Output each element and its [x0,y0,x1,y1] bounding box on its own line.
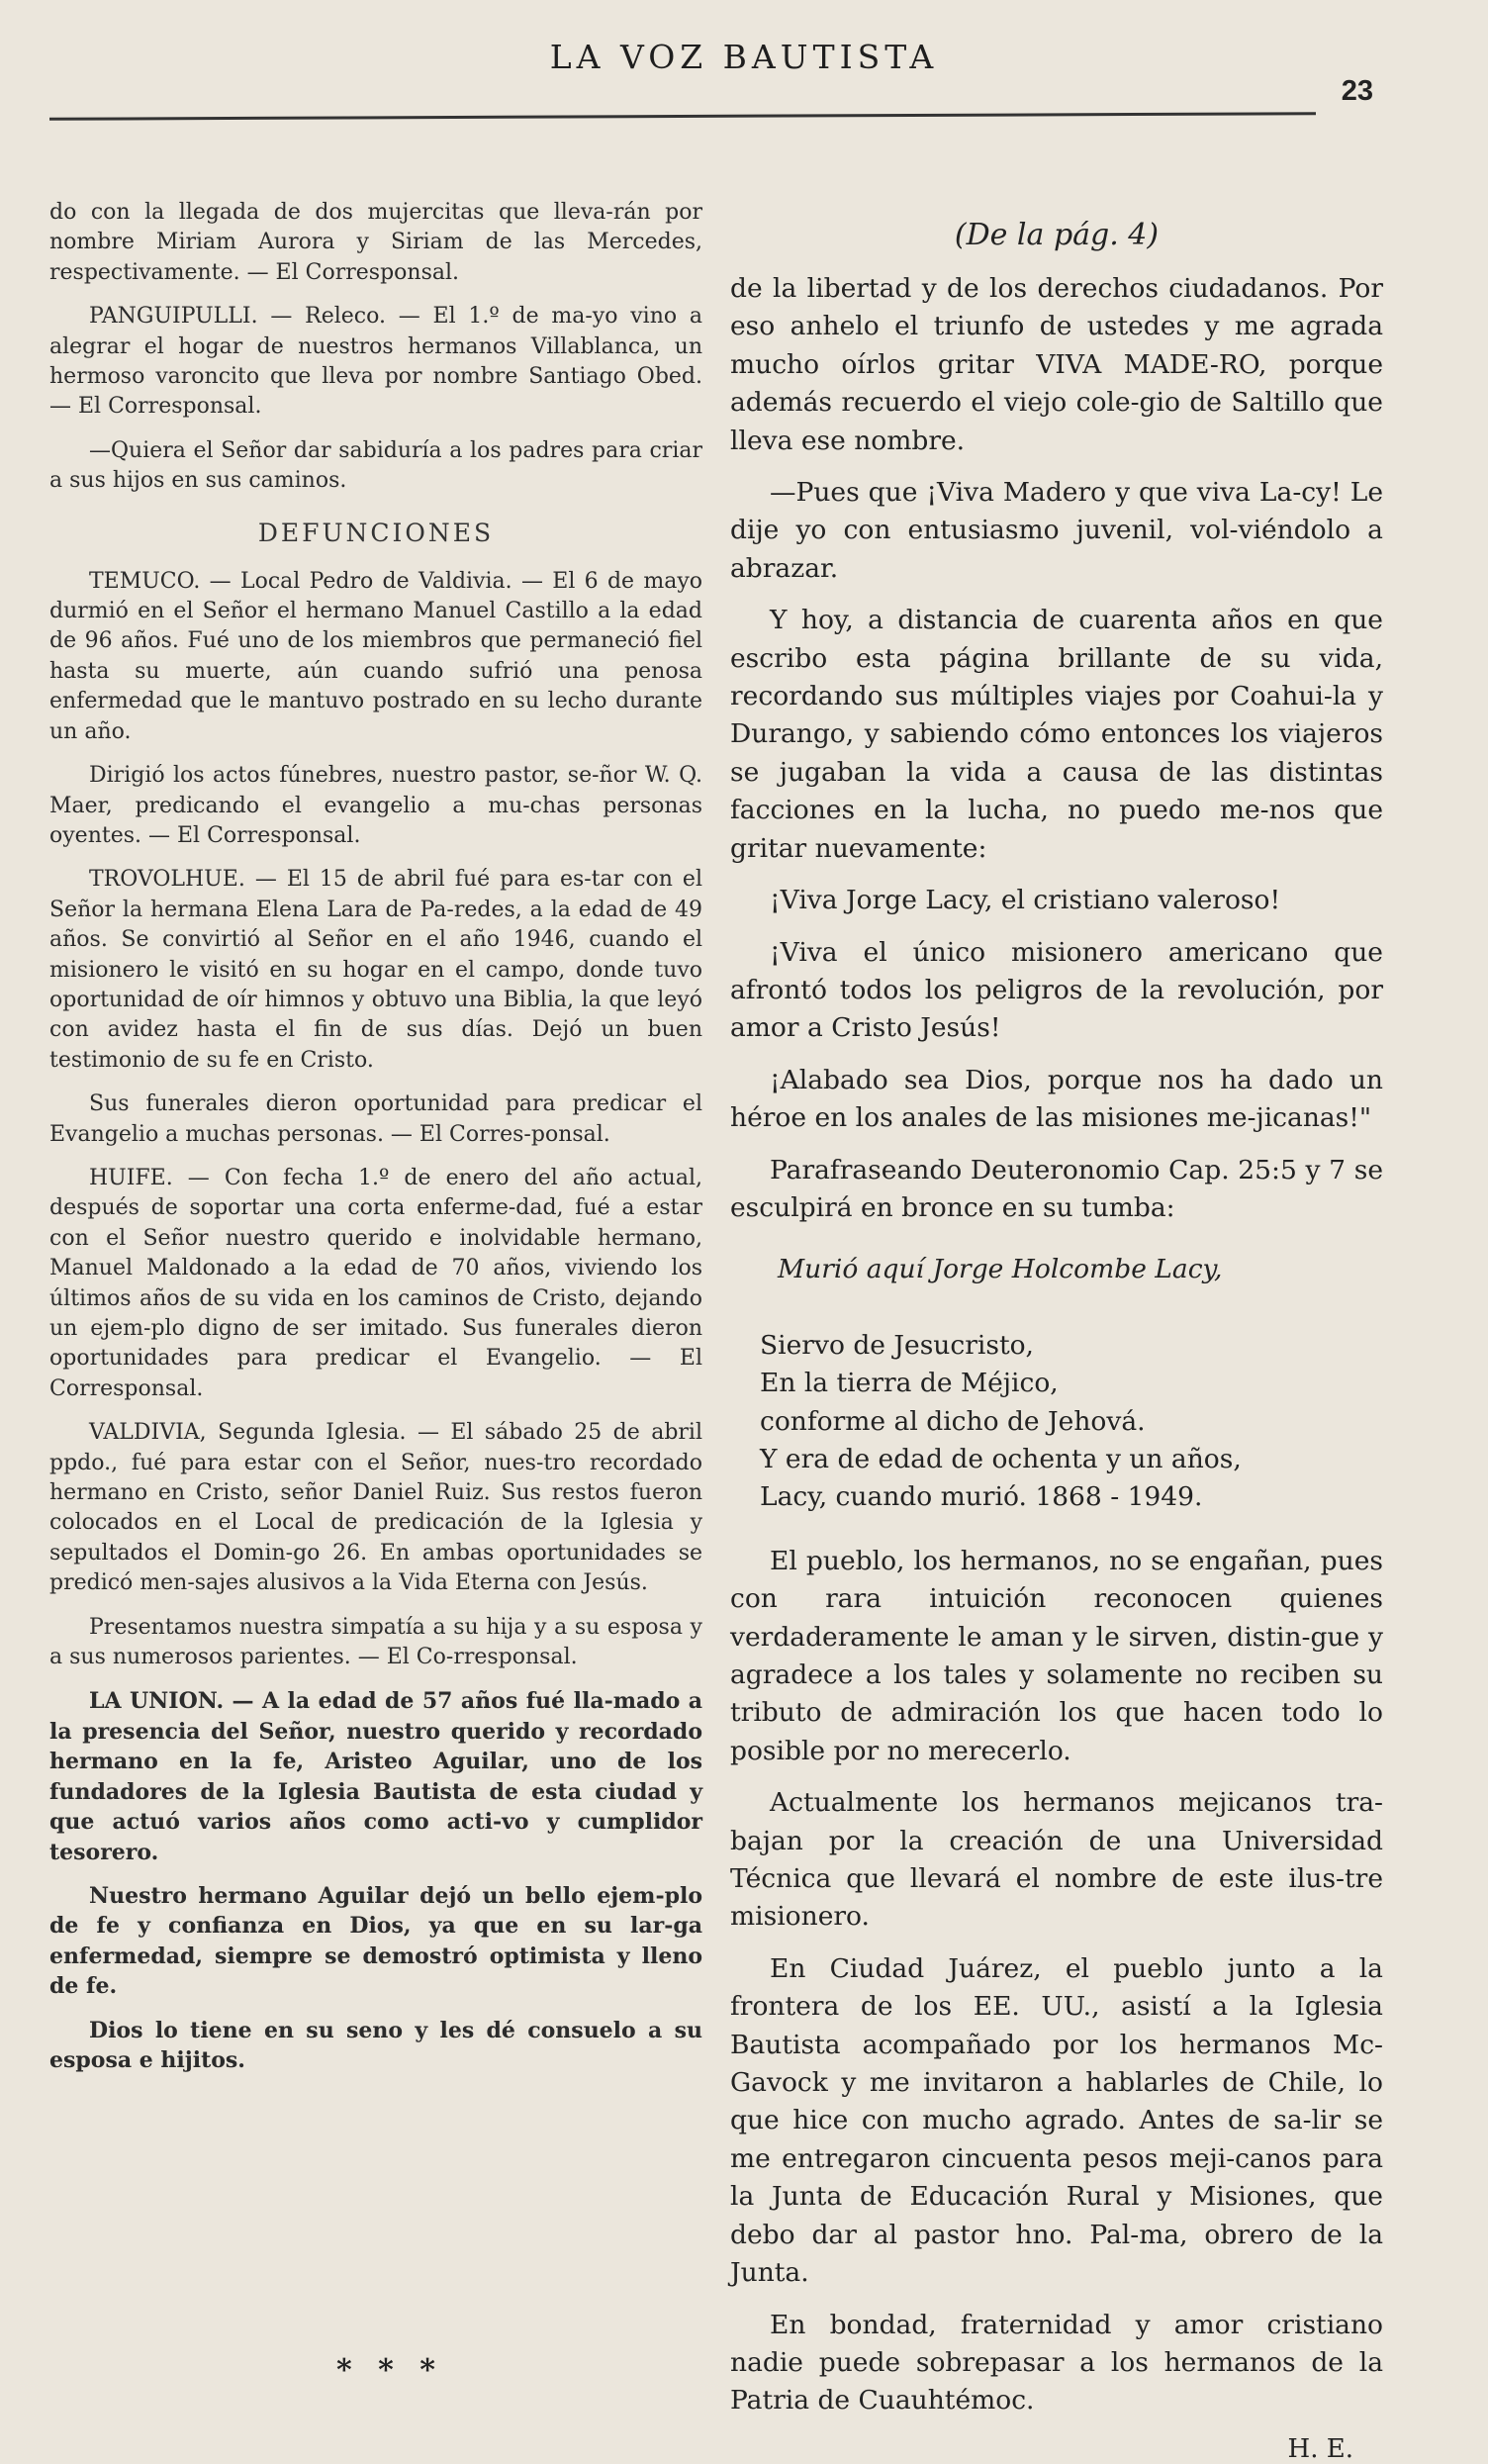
la-union-block [49,1686,702,2075]
panguipulli-notice: PANGUIPULLI. — Releco. — El 1.º de ma-yo vino a alegrar el hogar de nuestros hermanos Villablanca, un hermoso varoncito que lleva por nombre Santiago Obed. — El Corresponsal. [49,304,702,420]
temuco-notice: TEMUCO. — Local Pedro de Valdivia. — El 6 de mayo durmió en el Señor el hermano Manuel Castillo a la edad de 96 años. Fué uno de los miembros que permaneció fiel hasta su muerte, aún cuando sufrió una penosa enfermedad que le mantuvo postrado en su lecho durante un año. [49,568,702,744]
continued-from: (De la pág. 4) [954,218,1160,252]
article-paragraph-8: El pueblo, los hermanos, no se engañan, pues con rara intuición reconocen quienes verdaderamente le aman y le sirven, distin-gue y agradece a los tales y solamente no reciben su tributo de admiración los que hacen todo lo posible por no merecerlo. [730,1545,1383,1766]
right-column [730,198,1383,2464]
la-union-blessing: Dios lo tiene en su seno y les dé consuelo a su esposa e hijitos. [49,2017,702,2073]
valdivia-condolence: Presentamos nuestra simpatía a su hija y a su esposa y a sus numerosos parientes. — El Co-rresponsal. [49,1614,702,1670]
page-number: 23 [1341,75,1373,107]
article-paragraph-6: ¡Alabado sea Dios, porque nos ha dado un héroe en los anales de las misiones me-jicanas!" [730,1064,1383,1134]
article-paragraph-4: ¡Viva Jorge Lacy, el cristiano valeroso! [770,885,1281,916]
article-paragraph-9: Actualmente los hermanos mejicanos tra-bajan por la creación de una Universidad Técnica que llevará el nombre de este ilus-tre misionero. [730,1787,1383,1933]
epitaph-line: Siervo de Jesucristo, [760,1329,1034,1361]
article-paragraph-2: —Pues que ¡Viva Madero y que viva La-cy! Le dije yo con entusiasmo juvenil, vol-viéndolo a abrazar. [730,477,1383,584]
panguipulli-blessing: —Quiera el Señor dar sabiduría a los padres para criar a sus hijos en sus caminos. [49,437,702,494]
article-paragraph-3: Y hoy, a distancia de cuarenta años en que escribo esta página brillante de su vida, recordando sus múltiples viajes por Coahui-la y Durango, y sabiendo cómo entonces los viajeros se jugaban la vida a causa de las distintas facciones en la lucha, no puedo me-nos que gritar nuevamente: [730,605,1383,864]
page-header [0,38,1488,117]
article-paragraph-11: En bondad, fraternidad y amor cristiano nadie puede sobrepasar a los hermanos de la Patria de Cuauhtémoc. [730,2309,1383,2417]
header-rule [49,112,1316,121]
article-paragraph-1: de la libertad y de los derechos ciudadanos. Por eso anhelo el triunfo de ustedes y me agrada mucho oírlos gritar VIVA MADE-RO, porque además recuerdo el viejo cole-gio de Saltillo que lleva ese nombre. [730,273,1383,456]
epitaph-line: En la tierra de Méjico, [760,1368,1059,1399]
footer-ornament: * * * [336,2353,443,2388]
birth-notice: do con la llegada de dos mujercitas que lleva-rán por nombre Miriam Aurora y Siriam de las Mercedes, respectivamente. — El Corresponsal. [49,200,702,285]
epitaph-line: conforme al dicho de Jehová. [760,1405,1146,1437]
epitaph [730,1251,1383,1516]
article-paragraph-7: Parafraseando Deuteronomio Cap. 25:5 y 7 se esculpirá en bronce en su tumba: [730,1154,1383,1223]
la-union-faith: Nuestro hermano Aguilar dejó un bello ejem-plo de fe y confianza en Dios, ya que en su lar-ga enfermedad, siempre se demostró optimista y lleno de fe. [49,1882,702,2000]
trovolhue-notice: TROVOLHUE. — El 15 de abril fué para es-tar con el Señor la hermana Elena Lara de Pa-redes, a la edad de 49 años. Se convirtió al Señor en el año 1946, cuando el misionero le visitó en su hogar en el campo, donde tuvo oportunidad de oír himnos y obtuvo una Biblia, la que leyó con avidez hasta el fin de sus días. Dejó un buen testimonio de su fe en Cristo. [49,867,702,1073]
huife-notice: HUIFE. — Con fecha 1.º de enero del año actual, después de soportar una corta enferme-dad, fué a estar con el Señor nuestro querido e inolvidable hermano, Manuel Maldonado a la edad de 70 años, viviendo los últimos años de su vida en los caminos de Cristo, dejando un ejem-plo digno de ser imitado. Sus funerales dieron oportunidades para predicar el Evangelio. — El Corresponsal. [49,1165,702,1401]
epitaph-line: Y era de edad de ochenta y un años, [760,1443,1242,1474]
la-union-notice: LA UNION. — A la edad de 57 años fué lla-mado a la presencia del Señor, nuestro querido y recordado hermano en la fe, Aristeo Aguilar, uno de los fundadores de la Iglesia Bautista de esta ciudad y que actuó varios años como acti-vo y cumplidor tesorero. [49,1688,702,1865]
epitaph-title: Murió aquí Jorge Holcombe Lacy, [778,1254,1223,1285]
trovolhue-funeral: Sus funerales dieron oportunidad para predicar el Evangelio a muchas personas. — El Corres-ponsal. [49,1091,702,1147]
valdivia-notice: VALDIVIA, Segunda Iglesia. — El sábado 25 de abril ppdo., fué para estar con el Señor, nues-tro recordado hermano en Cristo, señor Daniel Ruiz. Sus restos fueron colocados en el Local de predicación de la Iglesia y sepultados el Domin-go 26. En ambas oportunidades se predicó men-sajes alusivos a la Vida Eterna con Jesús. [49,1420,702,1596]
masthead: LA VOZ BAUTISTA [549,38,939,76]
left-column [49,198,702,2089]
epitaph-line: Lacy, cuando murió. 1868 - 1949. [760,1481,1203,1513]
temuco-funeral: Dirigió los actos fúnebres, nuestro pastor, se-ñor W. Q. Maer, predicando el evangelio a mu-chas personas oyentes. — El Corresponsal. [49,763,702,848]
author-signature: H. E. [1287,2433,1353,2464]
section-title-defunciones: DEFUNCIONES [257,518,495,547]
article-paragraph-10: En Ciudad Juárez, el pueblo junto a la frontera de los EE. UU., asistí a la Iglesia Bautista acompañado por los hermanos Mc-Gavock y me invitaron a hablarles de Chile, lo que hice con mucho agrado. Antes de sa-lir se me entregaron cincuenta pesos meji-canos para la Junta de Educación Rural y Misiones, que debo dar al pastor hno. Pal-ma, obrero de la Junta. [730,1952,1383,2289]
article-paragraph-5: ¡Viva el único misionero americano que afrontó todos los peligros de la revolución, por amor a Cristo Jesús! [730,936,1383,1044]
